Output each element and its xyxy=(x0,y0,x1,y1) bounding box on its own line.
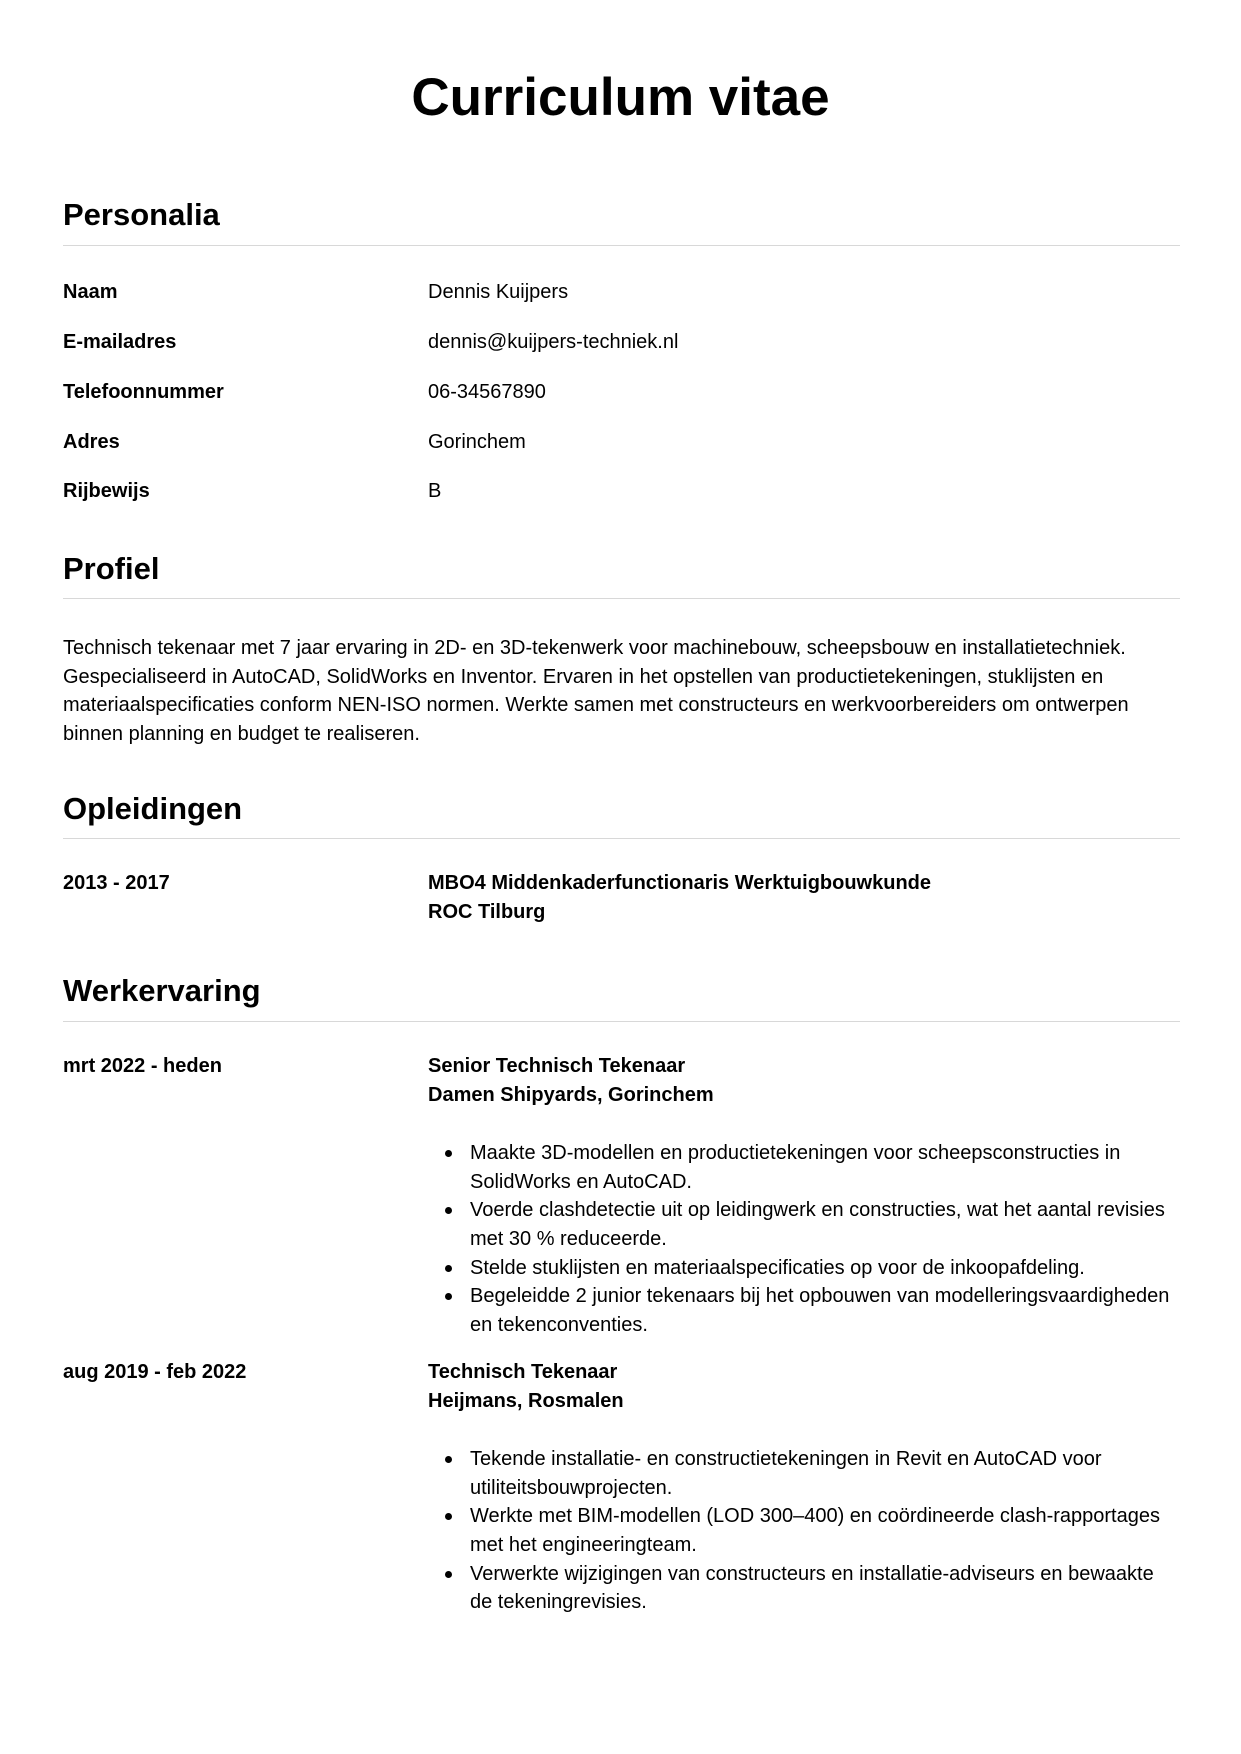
list-item xyxy=(428,1196,1180,1253)
education-entry xyxy=(428,869,1180,926)
job-role: Technisch Tekenaar xyxy=(428,1361,618,1383)
bullet-icon xyxy=(445,1150,452,1157)
bullet-icon xyxy=(445,1571,452,1578)
bullet-text: Verwerkte wijzigingen van constructeurs en installatie-adviseurs en bewaakte de tekeningrevisies. xyxy=(470,1562,1154,1614)
job-entry xyxy=(428,1052,1180,1339)
label-naam: Naam xyxy=(63,281,118,303)
label-adres: Adres xyxy=(63,431,120,453)
job-period: mrt 2022 - heden xyxy=(63,1055,222,1077)
label-rijbewijs: Rijbewijs xyxy=(63,480,150,502)
value-email: dennis@kuijpers-techniek.nl xyxy=(428,331,679,353)
profile-paragraph: Technisch tekenaar met 7 jaar ervaring in 2D- en 3D-tekenwerk voor machinebouw, scheepsbouw en installatietechniek. Gespecialiseerd in AutoCAD, SolidWorks en Inventor. Ervaren in het opstellen van productietekeningen, stuklijsten en materiaalspecificaties conform NEN-ISO normen. Werkte samen met constructeurs en werkvoorbereiders om ontwerpen binnen planning en budget te realiseren. xyxy=(63,637,1129,746)
bullet-text: Begeleidde 2 junior tekenaars bij het opbouwen van modelleringsvaardigheden en tekenconventies. xyxy=(470,1285,1170,1336)
value-adres: Gorinchem xyxy=(428,431,526,453)
value-telefoon: 06-34567890 xyxy=(428,381,546,403)
section-title-opleidingen: Opleidingen xyxy=(63,791,243,826)
job-bullet-list xyxy=(428,1445,1180,1617)
bullet-text: Voerde clashdetectie uit op leidingwerk en constructies, wat het aantal revisies met 30 % reduceerde. xyxy=(470,1199,1165,1250)
job-period: aug 2019 - feb 2022 xyxy=(63,1361,247,1383)
document-title: Curriculum vitae xyxy=(411,68,830,127)
job-role: Senior Technisch Tekenaar xyxy=(428,1055,686,1077)
value-naam: Dennis Kuijpers xyxy=(428,281,569,303)
job-company: Damen Shipyards, Gorinchem xyxy=(428,1083,714,1106)
section-divider xyxy=(63,598,1180,599)
job-bullet-list xyxy=(428,1139,1180,1339)
section-title-werkervaring: Werkervaring xyxy=(63,973,261,1008)
bullet-text: Maakte 3D-modellen en productietekeningen voor scheepsconstructies in SolidWorks en AutoCAD. xyxy=(470,1142,1121,1193)
bullet-text: Stelde stuklijsten en materiaalspecificaties op voor de inkoopafdeling. xyxy=(470,1256,1085,1279)
list-item xyxy=(428,1502,1180,1559)
education-period: 2013 - 2017 xyxy=(63,872,170,894)
bullet-text: Werkte met BIM-modellen (LOD 300–400) en coördineerde clash-rapportages met het engineeringteam. xyxy=(470,1505,1160,1556)
section-divider xyxy=(63,838,1180,839)
bullet-icon xyxy=(445,1293,452,1300)
value-rijbewijs: B xyxy=(428,480,442,502)
section-title-personalia: Personalia xyxy=(63,197,220,232)
education-degree: MBO4 Middenkaderfunctionaris Werktuigbouwkunde xyxy=(428,872,932,894)
section-divider xyxy=(63,1021,1180,1022)
education-school: ROC Tilburg xyxy=(428,900,546,923)
list-item xyxy=(428,1560,1180,1617)
bullet-icon xyxy=(445,1207,452,1214)
label-email: E-mailadres xyxy=(63,331,177,353)
list-item xyxy=(428,1254,1180,1283)
job-company: Heijmans, Rosmalen xyxy=(428,1389,624,1412)
list-item xyxy=(428,1445,1180,1502)
list-item xyxy=(428,1139,1180,1196)
section-title-profiel: Profiel xyxy=(63,551,160,586)
section-divider xyxy=(63,245,1180,246)
bullet-text: Tekende installatie- en constructietekeningen in Revit en AutoCAD voor utiliteitsbouwprojecten. xyxy=(470,1448,1102,1499)
bullet-icon xyxy=(445,1265,452,1272)
bullet-icon xyxy=(445,1456,452,1463)
bullet-icon xyxy=(445,1513,452,1520)
list-item xyxy=(428,1282,1180,1339)
job-entry xyxy=(428,1358,1180,1617)
label-telefoon: Telefoonnummer xyxy=(63,381,224,403)
